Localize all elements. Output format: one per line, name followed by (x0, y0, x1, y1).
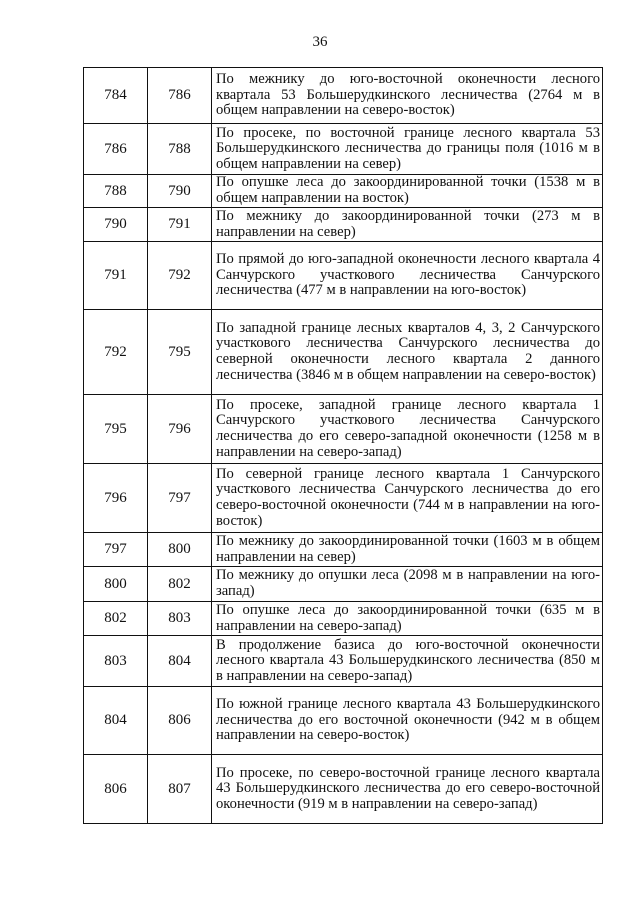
point-from-cell: 804 (84, 687, 148, 755)
point-to-cell: 804 (148, 636, 212, 687)
point-to-cell: 797 (148, 464, 212, 533)
point-to-cell: 791 (148, 208, 212, 242)
table-row (84, 636, 603, 687)
segment-description-text: По просеке, по северо-восточной границе лесного квартала 43 Большерудкинского лесничества до его северо-восточной оконечности (919 м в направлении на северо-запад) (216, 764, 600, 812)
point-from-cell: 791 (84, 242, 148, 310)
segment-description-cell (212, 175, 603, 208)
segment-description-text: По межнику до юго-восточной оконечности лесного квартала 53 Большерудкинского лесничества (2764 м в общем направлении на северо-восток) (216, 71, 600, 119)
boundary-description-table (83, 67, 603, 824)
segment-description-text: По западной границе лесных кварталов 4, 3, 2 Санчурского участкового лесничества Санчурского лесничества до северной оконечности лесного квартала 2 данного лесничества (3846 м в общем направлении на северо-восток) (216, 319, 600, 383)
table-row (84, 68, 603, 124)
segment-description-cell (212, 310, 603, 395)
page-number: 36 (312, 34, 328, 50)
table-row (84, 395, 603, 464)
point-from-cell: 786 (84, 124, 148, 175)
segment-description-text: По опушке леса до закоординированной точки (1538 м в общем направлении на восток) (216, 174, 600, 206)
segment-description-cell (212, 124, 603, 175)
segment-description-text: По просеке, западной границе лесного квартала 1 Санчурского участкового лесничества Санчурского лесничества до его северо-западной оконечности (1258 м в направлении на северо-запад) (216, 396, 600, 460)
table-row (84, 310, 603, 395)
segment-description-cell (212, 242, 603, 310)
segment-description-cell (212, 68, 603, 124)
table-row (84, 533, 603, 567)
point-to-cell: 795 (148, 310, 212, 395)
table-row (84, 175, 603, 208)
segment-description-cell (212, 533, 603, 567)
point-from-cell: 784 (84, 68, 148, 124)
point-to-cell: 792 (148, 242, 212, 310)
point-to-cell: 786 (148, 68, 212, 124)
segment-description-text: По просеке, по восточной границе лесного квартала 53 Большерудкинского лесничества до границы поля (1016 м в общем направлении на север) (216, 124, 600, 172)
table-row (84, 602, 603, 636)
point-to-cell: 788 (148, 124, 212, 175)
segment-description-cell (212, 395, 603, 464)
segment-description-text: По южной границе лесного квартала 43 Большерудкинского лесничества до его восточной оконечности (942 м в общем направлении на северо-восток) (216, 696, 600, 744)
segment-description-text: В продолжение базиса до юго-восточной оконечности лесного квартала 43 Большерудкинского лесничества (850 м в направлении на северо-запад) (216, 636, 600, 684)
segment-description-cell (212, 464, 603, 533)
segment-description-text: По межнику до опушки леса (2098 м в направлении на юго-запад) (216, 567, 600, 599)
table-row (84, 124, 603, 175)
table-body (84, 68, 603, 824)
point-from-cell: 790 (84, 208, 148, 242)
point-from-cell: 797 (84, 533, 148, 567)
segment-description-text: По межнику до закоординированной точки (1603 м в общем направлении на север) (216, 532, 600, 565)
point-to-cell: 802 (148, 567, 212, 602)
segment-description-cell (212, 208, 603, 242)
table-row (84, 464, 603, 533)
point-from-cell: 788 (84, 175, 148, 208)
point-to-cell: 790 (148, 175, 212, 208)
point-to-cell: 800 (148, 533, 212, 567)
table-row (84, 755, 603, 824)
table-row (84, 208, 603, 242)
point-to-cell: 806 (148, 687, 212, 755)
point-to-cell: 807 (148, 755, 212, 824)
point-from-cell: 800 (84, 567, 148, 602)
point-from-cell: 803 (84, 636, 148, 687)
point-from-cell: 795 (84, 395, 148, 464)
segment-description-cell (212, 636, 603, 687)
segment-description-cell (212, 567, 603, 602)
segment-description-text: По прямой до юго-западной оконечности лесного квартала 4 Санчурского участкового лесничества Санчурского лесничества (477 м в направлении на юго-восток) (216, 251, 600, 299)
segment-description-cell (212, 602, 603, 636)
segment-description-cell (212, 687, 603, 755)
point-from-cell: 806 (84, 755, 148, 824)
point-to-cell: 803 (148, 602, 212, 636)
segment-description-text: По опушке леса до закоординированной точки (635 м в направлении на северо-запад) (216, 601, 600, 634)
point-from-cell: 802 (84, 602, 148, 636)
table-row (84, 687, 603, 755)
segment-description-text: По межнику до закоординированной точки (273 м в направлении на север) (216, 207, 600, 240)
table-row (84, 567, 603, 602)
point-from-cell: 792 (84, 310, 148, 395)
point-from-cell: 796 (84, 464, 148, 533)
segment-description-cell (212, 755, 603, 824)
point-to-cell: 796 (148, 395, 212, 464)
segment-description-text: По северной границе лесного квартала 1 Санчурского участкового лесничества Санчурского лесничества до его северо-восточной оконечности (744 м в направлении на юго-восток) (216, 465, 600, 529)
table-row (84, 242, 603, 310)
